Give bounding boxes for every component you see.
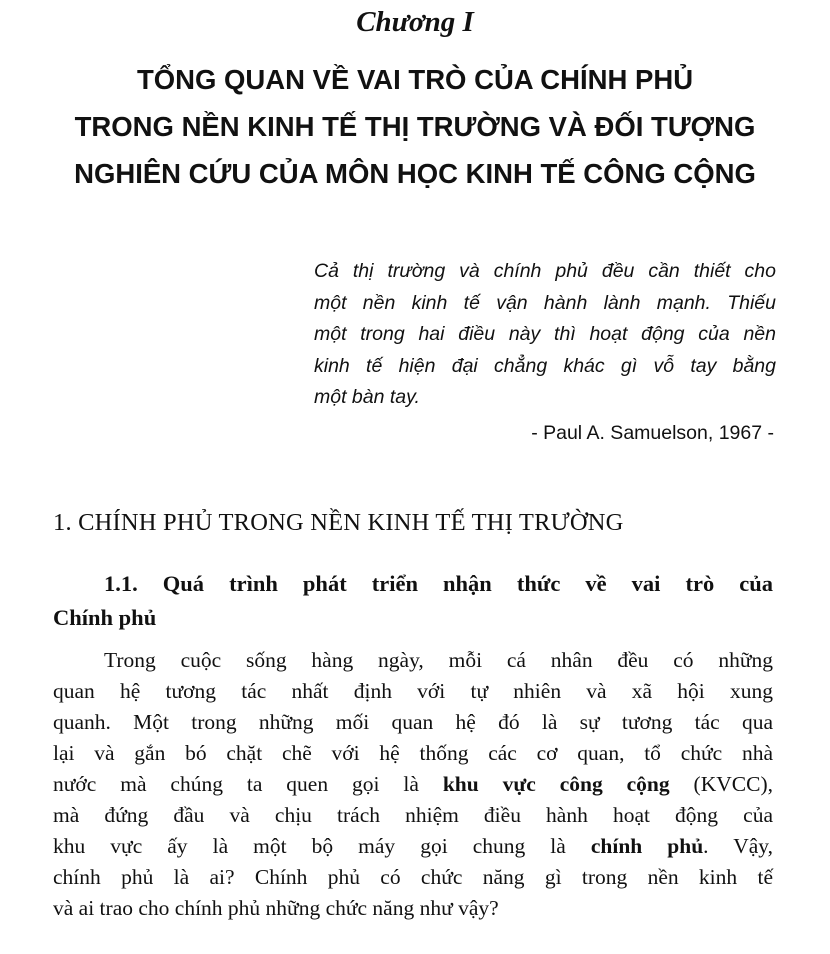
paragraph-text: khu vực ấy là một bộ máy gọi chung là	[53, 834, 591, 858]
epigraph-attribution: - Paul A. Samuelson, 1967 -	[531, 422, 774, 444]
epigraph-line: Cả thị trường và chính phủ đều cần thiết cho	[314, 260, 776, 282]
subsection-heading	[53, 567, 773, 635]
body-paragraph	[53, 645, 773, 924]
paragraph-line	[53, 831, 773, 862]
paragraph-line: và ai trao cho chính phủ những chức năng như vậy?	[53, 896, 499, 920]
term-chinh-phu: chính phủ	[590, 834, 704, 858]
paragraph-text: nước mà chúng ta quen gọi là	[53, 772, 443, 796]
epigraph-line: một bàn tay.	[314, 386, 420, 408]
epigraph-quote	[314, 256, 776, 414]
subsection-heading-line: 1.1. Quá trình phát triển nhận thức về vai trò của	[104, 571, 773, 596]
epigraph-line: kinh tế hiện đại chẳng khác gì vỗ tay bằng	[314, 354, 776, 377]
chapter-title	[0, 56, 830, 197]
paragraph-line: mà đứng đầu và chịu trách nhiệm điều hành hoạt động của	[53, 803, 773, 827]
paragraph-line: quan hệ tương tác nhất định với tự nhiên và xã hội xung	[53, 679, 773, 703]
chapter-title-line: TRONG NỀN KINH TẾ THỊ TRƯỜNG VÀ ĐỐI TƯỢNG	[74, 111, 756, 142]
chapter-title-line: TỔNG QUAN VỀ VAI TRÒ CỦA CHÍNH PHỦ	[136, 64, 694, 95]
section-heading: 1. CHÍNH PHỦ TRONG NỀN KINH TẾ THỊ TRƯỜNG	[53, 509, 624, 536]
paragraph-line: Trong cuộc sống hàng ngày, mỗi cá nhân đều có những	[104, 648, 773, 672]
epigraph-line: một nền kinh tế vận hành lành mạnh. Thiếu	[314, 291, 776, 314]
paragraph-line: quanh. Một trong những mối quan hệ đó là sự tương tác qua	[53, 710, 773, 734]
paragraph-text: (KVCC),	[669, 772, 773, 796]
epigraph-line: một trong hai điều này thì hoạt động của nền	[314, 323, 776, 345]
term-khu-vuc-cong-cong: khu vực công cộng	[442, 772, 670, 796]
chapter-label: Chương I	[356, 6, 474, 38]
paragraph-line: chính phủ là ai? Chính phủ có chức năng gì trong nền kinh tế	[53, 865, 773, 889]
paragraph-line	[53, 769, 773, 800]
chapter-title-line: NGHIÊN CỨU CỦA MÔN HỌC KINH TẾ CÔNG CỘNG	[74, 158, 756, 189]
paragraph-line: lại và gắn bó chặt chẽ với hệ thống các cơ quan, tổ chức nhà	[53, 741, 773, 765]
paragraph-text: . Vậy,	[703, 834, 773, 858]
subsection-heading-line: Chính phủ	[53, 605, 157, 630]
